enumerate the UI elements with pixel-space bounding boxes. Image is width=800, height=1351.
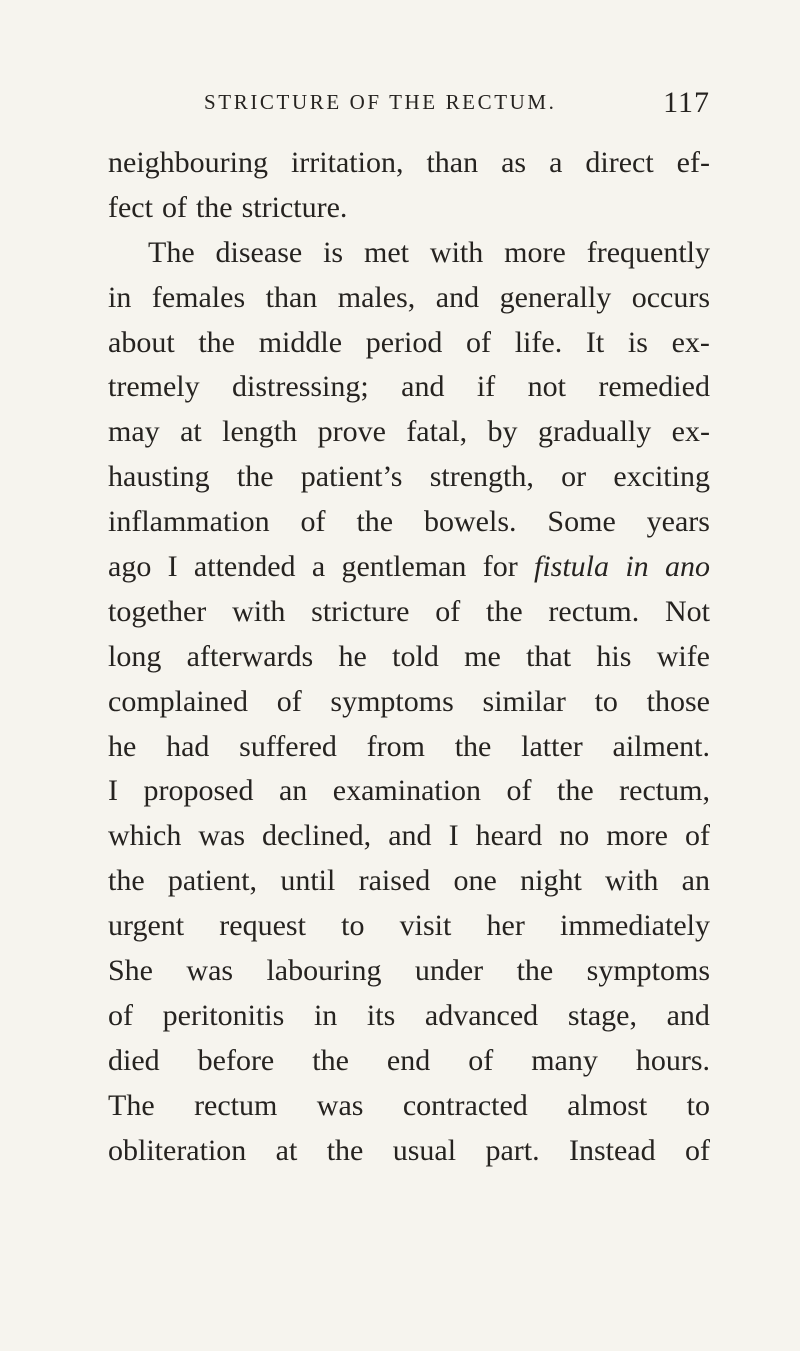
- word: may: [108, 415, 160, 449]
- word: neighbouring: [108, 146, 268, 179]
- word: of: [684, 1133, 710, 1167]
- word: not: [527, 370, 566, 404]
- word: night: [520, 864, 582, 898]
- word: almost: [567, 1088, 648, 1122]
- text-line: [108, 680, 710, 725]
- word: as: [501, 146, 527, 179]
- word: if: [476, 370, 496, 404]
- word: wife: [656, 639, 710, 673]
- text-line: [108, 410, 710, 455]
- word: until: [280, 864, 336, 898]
- word: under: [414, 954, 484, 988]
- word: ef-: [676, 146, 710, 179]
- word: examination: [332, 774, 482, 808]
- word: the: [454, 729, 492, 763]
- text-line: [108, 994, 710, 1039]
- word: had: [166, 729, 210, 763]
- word: obliteration: [108, 1133, 247, 1167]
- word: immediately: [560, 909, 710, 943]
- word: years: [646, 505, 710, 539]
- text-line: [108, 500, 710, 545]
- word: Instead: [568, 1133, 656, 1167]
- word: fatal,: [406, 415, 468, 449]
- word: ago: [108, 550, 152, 584]
- word: I: [448, 819, 459, 853]
- word: the: [198, 325, 235, 359]
- word: direct: [585, 146, 654, 179]
- word: was: [186, 954, 234, 988]
- word: contracted: [402, 1088, 528, 1122]
- word: at: [275, 1133, 298, 1167]
- word: fistula: [534, 550, 610, 584]
- word: the: [312, 1043, 349, 1077]
- word: request: [219, 909, 306, 943]
- word: proposed: [143, 774, 254, 808]
- word: or: [561, 460, 587, 494]
- word: length: [222, 415, 298, 449]
- word: the: [516, 954, 554, 988]
- word: the: [326, 1133, 364, 1167]
- word: more: [606, 819, 668, 853]
- body-text: [108, 141, 710, 1173]
- text-line: [108, 1129, 710, 1174]
- word: occurs: [631, 280, 710, 314]
- word: me: [464, 639, 501, 673]
- word: with: [232, 594, 286, 628]
- text-line: [108, 590, 710, 635]
- word: the: [557, 774, 594, 808]
- word: to: [341, 909, 365, 943]
- word: It: [585, 325, 605, 359]
- word: and: [666, 998, 710, 1032]
- word: in: [313, 998, 338, 1032]
- word: told: [392, 639, 439, 673]
- word: stage,: [567, 998, 637, 1032]
- word: the: [108, 864, 145, 898]
- word: many: [531, 1043, 598, 1077]
- word: of: [108, 998, 133, 1032]
- word: middle: [258, 325, 343, 359]
- text-line: [108, 859, 710, 904]
- word: gentleman: [341, 550, 467, 584]
- text-line: [108, 141, 710, 186]
- word: of: [468, 1043, 494, 1077]
- word: tremely: [108, 370, 200, 404]
- word: by: [487, 415, 518, 449]
- word: fect: [108, 190, 153, 224]
- word: than: [265, 280, 318, 314]
- word: which: [108, 819, 182, 853]
- word: to: [594, 684, 618, 718]
- word: an: [278, 774, 308, 808]
- word: part.: [485, 1133, 540, 1167]
- word: stricture: [311, 594, 410, 628]
- word: declined,: [262, 819, 372, 853]
- word: generally: [499, 280, 612, 314]
- word: I: [108, 774, 118, 808]
- text-line: [108, 769, 710, 814]
- word: an: [681, 864, 710, 898]
- word: his: [596, 639, 632, 673]
- word: with: [605, 864, 659, 898]
- word: was: [316, 1088, 364, 1122]
- word: long: [108, 639, 162, 673]
- text-line: [108, 725, 710, 770]
- text-line: [108, 1039, 710, 1084]
- word: ailment.: [612, 729, 710, 763]
- word: disease: [215, 235, 303, 269]
- word: peritonitis: [162, 998, 285, 1032]
- word: life.: [514, 325, 563, 359]
- word: the: [356, 505, 394, 539]
- word: visit: [399, 909, 452, 943]
- word: at: [180, 415, 202, 449]
- text-line: [108, 365, 710, 410]
- word: symptoms: [330, 684, 454, 718]
- word: stricture.: [241, 190, 348, 224]
- text-line: [108, 186, 710, 231]
- word: She: [108, 954, 153, 988]
- word: ex-: [671, 415, 710, 449]
- text-line: [108, 231, 710, 276]
- word: and: [435, 280, 480, 314]
- word: of: [506, 774, 532, 808]
- word: remedied: [598, 370, 710, 404]
- word: period: [365, 325, 443, 359]
- text-line: [108, 635, 710, 680]
- word: together: [108, 594, 207, 628]
- word: ano: [664, 550, 710, 584]
- word: advanced: [424, 998, 539, 1032]
- word: of: [466, 325, 492, 359]
- word: suffered: [239, 729, 337, 763]
- word: heard: [475, 819, 543, 853]
- word: the: [236, 460, 274, 494]
- word: its: [366, 998, 396, 1032]
- word: is: [323, 235, 344, 269]
- word: of: [684, 819, 710, 853]
- running-head: [204, 86, 710, 126]
- word: rectum: [194, 1088, 278, 1122]
- word: for: [482, 550, 518, 584]
- word: with: [429, 235, 484, 269]
- word: and: [401, 370, 445, 404]
- word: more: [504, 235, 566, 269]
- word: in: [108, 280, 132, 314]
- word: a: [549, 146, 563, 179]
- word: about: [108, 325, 175, 359]
- word: and: [388, 819, 432, 853]
- word: frequently: [586, 235, 710, 269]
- word: a: [311, 550, 326, 584]
- text-line: [108, 276, 710, 321]
- word: distressing;: [232, 370, 369, 404]
- word: before: [197, 1043, 275, 1077]
- word: Not: [664, 594, 710, 628]
- text-line: [108, 1084, 710, 1129]
- word: labouring: [266, 954, 382, 988]
- running-title: STRICTURE OF THE RECTUM.: [204, 90, 557, 114]
- word: her: [486, 909, 525, 943]
- word: symptoms: [586, 954, 710, 988]
- text-line: [108, 949, 710, 994]
- word: hausting: [108, 460, 210, 494]
- word: ex-: [671, 325, 710, 359]
- word: exciting: [613, 460, 710, 494]
- word: patient,: [167, 864, 258, 898]
- word: met: [364, 235, 410, 269]
- word: inflammation: [108, 505, 270, 539]
- word: latter: [521, 729, 583, 763]
- word: strength,: [429, 460, 534, 494]
- word: rectum,: [619, 774, 710, 808]
- word: patient’s: [300, 460, 403, 494]
- word: attended: [193, 550, 296, 584]
- word: was: [198, 819, 246, 853]
- page-number: 117: [663, 86, 710, 119]
- word: than: [426, 146, 479, 179]
- word: those: [646, 684, 710, 718]
- word: died: [108, 1043, 160, 1077]
- word: afterwards: [186, 639, 314, 673]
- word: the: [195, 190, 233, 224]
- word: of: [276, 684, 302, 718]
- word: in: [625, 550, 649, 584]
- text-line: [108, 545, 710, 590]
- word: similar: [482, 684, 566, 718]
- word: that: [526, 639, 572, 673]
- word: from: [366, 729, 425, 763]
- word: males,: [337, 280, 416, 314]
- word: to: [686, 1088, 710, 1122]
- text-line: [108, 904, 710, 949]
- word: prove: [317, 415, 386, 449]
- word: he: [108, 729, 137, 763]
- word: gradually: [537, 415, 652, 449]
- word: no: [559, 819, 590, 853]
- word: of: [435, 594, 461, 628]
- word: of: [300, 505, 326, 539]
- word: one: [453, 864, 497, 898]
- word: is: [627, 325, 648, 359]
- word: irritation,: [290, 146, 404, 179]
- word: raised: [358, 864, 431, 898]
- text-line: [108, 321, 710, 366]
- word: bowels.: [424, 505, 517, 539]
- word: of: [161, 190, 187, 224]
- word: end: [386, 1043, 431, 1077]
- word: he: [338, 639, 367, 673]
- word: Some: [547, 505, 616, 539]
- word: usual: [392, 1133, 457, 1167]
- word: I: [167, 550, 178, 584]
- text-line: [108, 814, 710, 859]
- word: urgent: [108, 909, 185, 943]
- word: females: [151, 280, 246, 314]
- word: The: [148, 235, 195, 269]
- word: hours.: [635, 1043, 710, 1077]
- word: complained: [108, 684, 248, 718]
- word: The: [108, 1088, 155, 1122]
- text-line: [108, 455, 710, 500]
- word: rectum.: [548, 594, 640, 628]
- word: the: [486, 594, 523, 628]
